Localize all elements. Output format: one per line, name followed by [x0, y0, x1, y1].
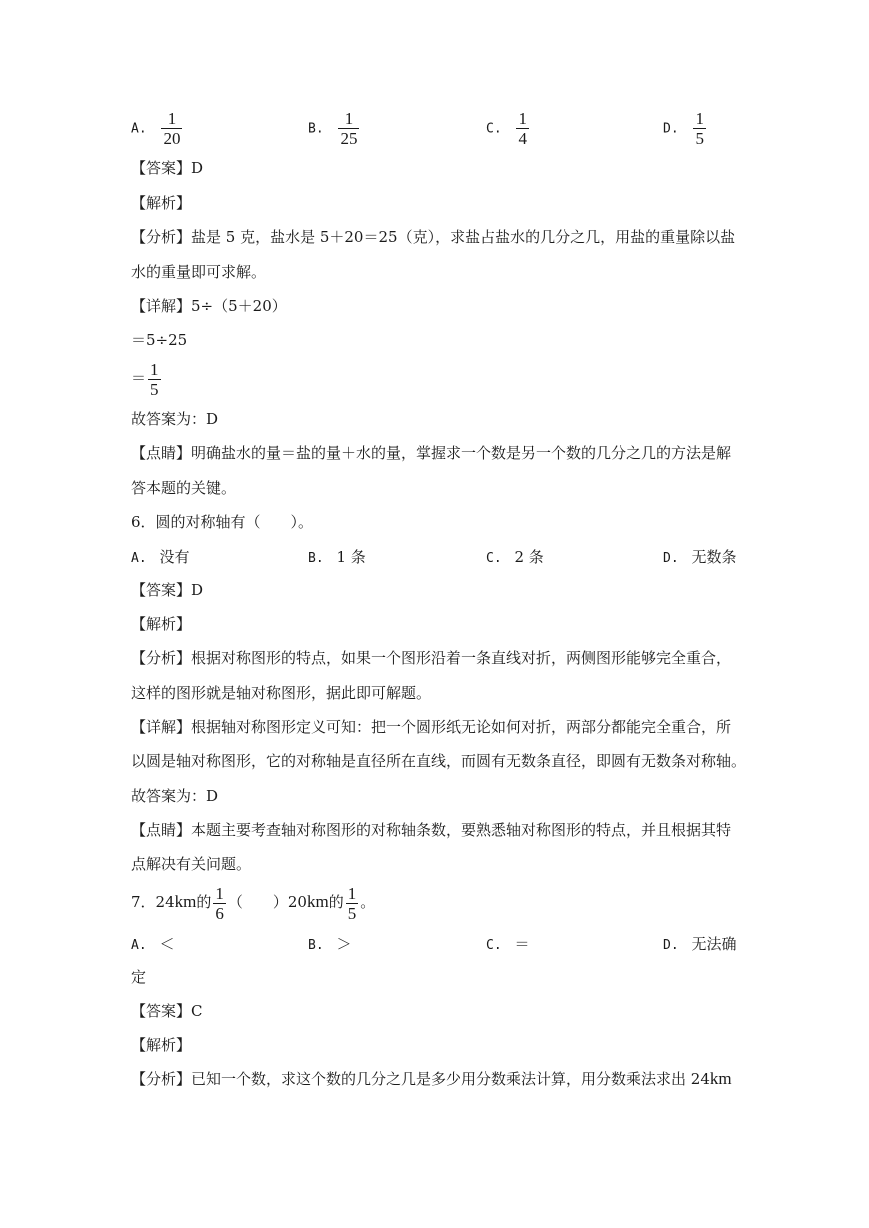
- key-point-text: 点解决有关问题。: [131, 855, 252, 873]
- option-letter: A.: [131, 551, 147, 566]
- option-b: [308, 546, 366, 567]
- answer-line: 【答案】D: [131, 159, 204, 177]
- denominator: 5: [347, 903, 357, 923]
- option-a: [131, 109, 184, 148]
- fraction: [161, 109, 182, 148]
- unit-km: km: [709, 1069, 732, 1088]
- numerator: 1: [695, 109, 704, 128]
- analysis-text-line: [131, 1069, 732, 1089]
- conclusion-line: 故答案为：D: [131, 410, 219, 428]
- detail-text: 【详解】5÷（5＋20）: [131, 297, 287, 315]
- answer-line: 【答案】D: [131, 581, 204, 599]
- answer-line: 【答案】C: [131, 1002, 203, 1020]
- denominator: 5: [695, 129, 704, 148]
- option-b: [308, 109, 361, 148]
- option-b: [308, 933, 351, 954]
- question-7: [131, 882, 375, 923]
- text-de: 的: [196, 893, 212, 911]
- option-text: 1 条: [336, 548, 366, 566]
- option-a: [131, 933, 174, 954]
- denominator: 5: [150, 379, 159, 399]
- key-point-text: 【点睛】明确盐水的量＝盐的量＋水的量，掌握求一个数是另一个数的几分之几的方法是解: [131, 444, 732, 462]
- fraction: [693, 109, 706, 148]
- fraction: [338, 109, 359, 148]
- sentence-end: 。: [360, 893, 376, 911]
- detail-text: 【详解】根据轴对称图形定义可知：把一个圆形纸无论如何对折，两部分都能完全重合，所: [131, 718, 732, 736]
- numerator: 1: [344, 109, 354, 128]
- analysis-text: 【分析】盐是 5 克，盐水是 5＋20＝25（克），求盐占盐水的几分之几，用盐的重量除以盐: [131, 228, 736, 246]
- option-a: [131, 546, 189, 567]
- numerator: 1: [518, 109, 527, 128]
- option-c: [486, 109, 531, 148]
- fraction: [346, 884, 359, 923]
- denominator: 6: [215, 903, 224, 923]
- option-d: [663, 546, 736, 567]
- unit-km: km: [306, 892, 329, 911]
- numerator: 1: [167, 109, 177, 128]
- option-c: [486, 546, 544, 567]
- analysis-text: 【分析】已知一个数，求这个数的几分之几是多少用分数乘法计算，用分数乘法求出 24: [131, 1070, 710, 1088]
- option-d-wrap: 定: [131, 968, 147, 986]
- option-letter: D.: [663, 938, 679, 953]
- option-letter: C.: [486, 121, 502, 137]
- numerator: 1: [347, 883, 357, 903]
- option-letter: D.: [663, 121, 679, 137]
- numerator: 1: [215, 883, 224, 903]
- option-d: [663, 933, 736, 954]
- option-text: ＞: [336, 935, 352, 953]
- option-text: 无数条: [691, 548, 737, 566]
- key-point-text: 答本题的关键。: [131, 479, 237, 497]
- key-point-text: 【点睛】本题主要考查轴对称图形的对称轴条数，要熟悉轴对称图形的特点，并且根据其特: [131, 821, 732, 839]
- equals-sign: ＝: [131, 369, 147, 387]
- question-prefix: 7．24: [131, 893, 175, 911]
- option-text: 2 条: [514, 548, 544, 566]
- numerator: 1: [150, 359, 159, 379]
- text-de: 的: [328, 893, 344, 911]
- conclusion-line: 故答案为：D: [131, 787, 219, 805]
- option-letter: C.: [486, 938, 502, 953]
- option-letter: A.: [131, 121, 147, 137]
- option-letter: A.: [131, 938, 147, 953]
- analysis-text: 【分析】根据对称图形的特点，如果一个图形沿着一条直线对折，两侧图形能够完全重合，: [131, 649, 732, 667]
- analysis-heading: 【解析】: [131, 1036, 192, 1054]
- option-letter: D.: [663, 551, 679, 566]
- option-text: 无法确: [691, 935, 737, 953]
- blank-middle: （ ）20: [227, 893, 307, 911]
- analysis-text: 水的重量即可求解。: [131, 263, 267, 281]
- option-letter: C.: [486, 551, 502, 566]
- denominator: 25: [340, 129, 358, 148]
- detail-text: ＝5÷25: [131, 331, 188, 349]
- option-text: ＜: [159, 935, 175, 953]
- option-c: [486, 933, 529, 954]
- fraction: [516, 109, 529, 148]
- fraction: [148, 360, 161, 399]
- option-letter: B.: [308, 551, 324, 566]
- denominator: 20: [163, 129, 181, 148]
- fraction: [213, 884, 226, 923]
- detail-text: 以圆是轴对称图形，它的对称轴是直径所在直线，而圆有无数条直径，即圆有无数条对称轴。: [131, 752, 747, 770]
- analysis-heading: 【解析】: [131, 615, 192, 633]
- option-letter: B.: [308, 121, 324, 137]
- denominator: 4: [518, 129, 527, 148]
- detail-fraction-line: [131, 358, 163, 399]
- analysis-text: 这样的图形就是轴对称图形，据此即可解题。: [131, 684, 432, 702]
- unit-km: km: [174, 892, 197, 911]
- option-text: 没有: [159, 548, 190, 566]
- option-text: ＝: [514, 935, 530, 953]
- option-d: [663, 109, 708, 148]
- question-6: 6．圆的对称轴有（ ）。: [131, 513, 314, 531]
- option-letter: B.: [308, 938, 324, 953]
- analysis-heading: 【解析】: [131, 194, 192, 212]
